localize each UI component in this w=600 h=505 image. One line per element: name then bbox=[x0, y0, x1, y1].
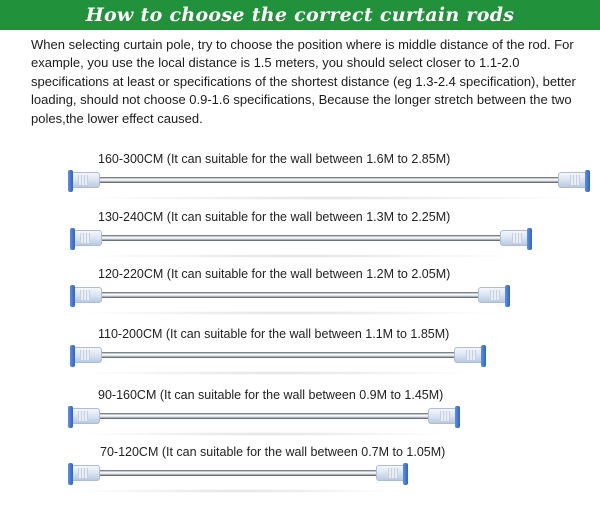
curtain-rod-image bbox=[70, 287, 510, 305]
curtain-rod-image bbox=[68, 465, 408, 483]
rod-option bbox=[0, 388, 600, 448]
rod-label: 70-120CM (It can suitable for the wall between 0.7M to 1.05M) bbox=[100, 445, 446, 459]
rod-label: 110-200CM (It can suitable for the wall between 1.1M to 1.85M) bbox=[98, 327, 450, 341]
intro-paragraph: When selecting curtain pole, try to choose the position where is middle distance of the rod. For example, you use the local distance is 1.5 meters, you should select closer to 1.1-2.0 specifications at least or specifications of the shortest distance (eg 1.3-2.4 specification), better loading, should not choose 0.9-1.6 specifications, Because the longer stretch between the two poles,the lower effect caused. bbox=[31, 37, 576, 126]
rod-label: 120-220CM (It can suitable for the wall between 1.2M to 2.05M) bbox=[98, 267, 451, 281]
curtain-rod-image bbox=[70, 347, 486, 365]
rod-option bbox=[0, 327, 600, 387]
rod-option bbox=[0, 210, 600, 270]
curtain-rod-image bbox=[68, 408, 460, 426]
title-banner bbox=[0, 0, 600, 30]
rod-label: 160-300CM (It can suitable for the wall between 1.6M to 2.85M) bbox=[98, 152, 451, 166]
curtain-rod-image bbox=[70, 230, 532, 248]
rod-label: 130-240CM (It can suitable for the wall between 1.3M to 2.25M) bbox=[98, 210, 451, 224]
rod-option bbox=[0, 445, 600, 505]
rod-label: 90-160CM (It can suitable for the wall between 0.9M to 1.45M) bbox=[98, 388, 444, 402]
rod-option bbox=[0, 267, 600, 327]
curtain-rod-image bbox=[68, 172, 590, 190]
rod-option bbox=[0, 152, 600, 212]
page-title: How to choose the correct curtain rods bbox=[85, 4, 515, 26]
